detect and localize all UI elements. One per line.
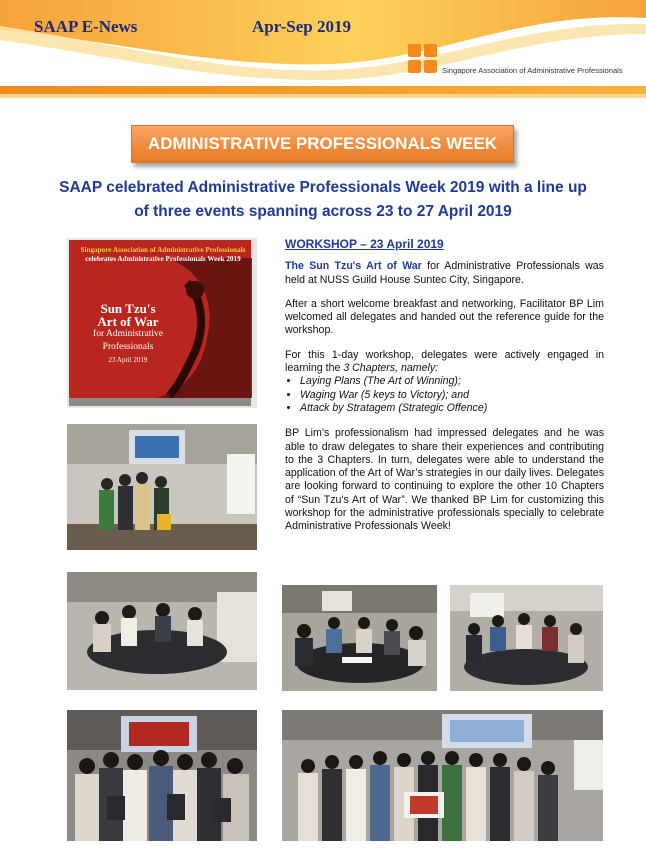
group-with-bags-photo [67, 710, 257, 841]
paragraph-3-italic: 3 Chapters, namely: [343, 362, 439, 375]
paragraph-1-rest: for Administrative Professionals was held at NUSS Guild House Suntec City, Singapore. [285, 260, 604, 286]
workshop-title-highlight: The Sun Tzu's Art of War [285, 260, 422, 273]
article-paragraph-1 [285, 260, 604, 287]
section-subtitle [40, 176, 606, 224]
cover-title-1: Sun Tzu's [100, 301, 156, 316]
cover-title-2: Art of War [97, 314, 159, 329]
cover-title-4: Professionals [102, 342, 154, 352]
header-swoosh [0, 0, 646, 100]
cover-title [73, 302, 183, 367]
newsletter-header [0, 0, 646, 100]
reference-guide-photo [67, 238, 257, 408]
round-table-photo-2 [282, 585, 437, 691]
article-paragraph-3 [285, 349, 604, 376]
workshop-article [285, 238, 604, 545]
cover-title-3: for Administrative [93, 329, 163, 339]
section-banner: ADMINISTRATIVE PROFESSIONALS WEEK [131, 125, 514, 163]
subtitle-line-2: of three events spanning across 23 to 27 April 2019 [134, 203, 512, 220]
chapters-list [285, 375, 604, 415]
org-name: Singapore Association of Administrative Professionals [442, 66, 623, 75]
cover-date: 23 April 2019 [108, 356, 148, 364]
article-paragraph-4: BP Lim’s professionalism had impressed delegates and he was able to draw delegates to share their experiences and contributing to the 3 Chapters. In turn, delegates were able to understand the application of the Art of War’s strategies in our daily lives. Delegates are looking forward to continuing to explore the other 10 Chapters of “Sun Tzu's Art of War”. We thanked BP Lim for customizing this workshop for the administrative professionals specially to celebrate Administrative Professionals Week! [285, 427, 604, 533]
saap-logo-icon [408, 44, 438, 74]
cover-header [73, 246, 253, 264]
cover-org-line: Singapore Association of Administrative Professionals [80, 246, 246, 254]
chapter-item: • Attack by Stratagem (Strategic Offence) [300, 402, 604, 415]
group-photo [282, 710, 603, 841]
round-table-photo-1 [67, 572, 257, 690]
cover-celebrates-line: celebrates Administrative Professionals Week 2019 [85, 255, 241, 263]
paragraph-3-intro: For this 1-day workshop, delegates were actively engaged in learning the [285, 348, 604, 375]
newsletter-period: Apr-Sep 2019 [252, 17, 352, 36]
round-table-photo-3 [450, 585, 603, 691]
subtitle-line-1: SAAP celebrated Administrative Professionals Week 2019 with a line up [59, 179, 587, 196]
article-paragraph-2: After a short welcome breakfast and networking, Facilitator BP Lim welcomed all delegates and handed out the reference guide for the workshop. [285, 297, 604, 337]
workshop-heading: WORKSHOP – 23 April 2019 [285, 237, 444, 251]
chapter-item: • Waging War (5 keys to Victory); and [300, 389, 604, 402]
chapter-item: • Laying Plans (The Art of Winning); [300, 375, 604, 388]
delegates-holding-guides-photo [67, 424, 257, 550]
newsletter-title: SAAP E-News [34, 17, 138, 36]
